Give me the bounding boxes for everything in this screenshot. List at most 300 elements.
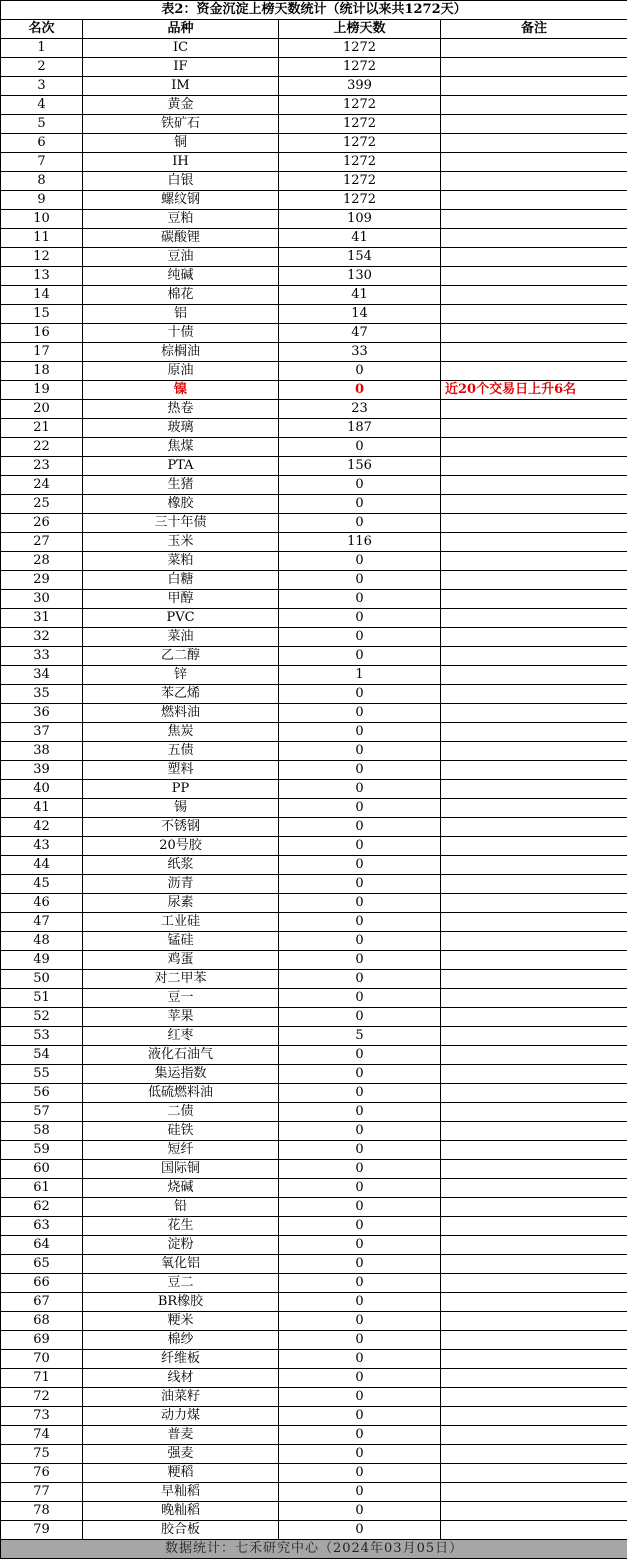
row-name: 棉花	[83, 286, 279, 305]
row-days: 1	[279, 666, 441, 685]
row-name: 苹果	[83, 1008, 279, 1027]
row-note	[441, 533, 627, 552]
row-rank: 5	[1, 115, 83, 134]
table-row	[1, 1483, 627, 1502]
row-note	[441, 1008, 627, 1027]
row-rank: 71	[1, 1369, 83, 1388]
table-row	[1, 96, 627, 115]
row-rank: 70	[1, 1350, 83, 1369]
row-note	[441, 1198, 627, 1217]
row-note	[441, 153, 627, 172]
row-name: 线材	[83, 1369, 279, 1388]
row-name: 氧化铝	[83, 1255, 279, 1274]
row-name: 豆油	[83, 248, 279, 267]
row-rank: 52	[1, 1008, 83, 1027]
table-row	[1, 1274, 627, 1293]
row-days: 0	[279, 1217, 441, 1236]
row-name: 工业硅	[83, 913, 279, 932]
row-name: 锰硅	[83, 932, 279, 951]
row-name: BR橡胶	[83, 1293, 279, 1312]
row-days: 0	[279, 1312, 441, 1331]
table-row	[1, 153, 627, 172]
row-note	[441, 1236, 627, 1255]
row-rank: 74	[1, 1426, 83, 1445]
row-note	[441, 305, 627, 324]
row-name: 十债	[83, 324, 279, 343]
table-row	[1, 1236, 627, 1255]
row-days: 0	[279, 761, 441, 780]
row-days: 0	[279, 1160, 441, 1179]
row-note	[441, 134, 627, 153]
row-name: 碳酸锂	[83, 229, 279, 248]
table-row	[1, 1027, 627, 1046]
row-rank: 1	[1, 39, 83, 58]
row-note	[441, 115, 627, 134]
table-row	[1, 1198, 627, 1217]
row-rank: 73	[1, 1407, 83, 1426]
row-note	[441, 647, 627, 666]
table-row	[1, 1065, 627, 1084]
row-note	[441, 1521, 627, 1540]
row-name: 粳稻	[83, 1464, 279, 1483]
row-rank: 47	[1, 913, 83, 932]
row-note	[441, 609, 627, 628]
row-days: 0	[279, 647, 441, 666]
table-title: 表2：资金沉淀上榜天数统计（统计以来共1272天）	[1, 1, 627, 20]
row-note	[441, 96, 627, 115]
row-rank: 63	[1, 1217, 83, 1236]
table-row	[1, 761, 627, 780]
row-rank: 77	[1, 1483, 83, 1502]
row-note	[441, 210, 627, 229]
row-days: 0	[279, 913, 441, 932]
row-note	[441, 628, 627, 647]
row-note	[441, 172, 627, 191]
row-note	[441, 362, 627, 381]
row-days: 0	[279, 1103, 441, 1122]
row-days: 0	[279, 609, 441, 628]
table-row	[1, 780, 627, 799]
row-note	[441, 571, 627, 590]
table-row	[1, 248, 627, 267]
row-note	[441, 1331, 627, 1350]
row-name: 五债	[83, 742, 279, 761]
table-row	[1, 1369, 627, 1388]
row-days: 0	[279, 1122, 441, 1141]
row-name: 晚籼稻	[83, 1502, 279, 1521]
row-rank: 21	[1, 419, 83, 438]
row-name: 塑料	[83, 761, 279, 780]
row-rank: 16	[1, 324, 83, 343]
row-rank: 22	[1, 438, 83, 457]
row-rank: 55	[1, 1065, 83, 1084]
row-days: 0	[279, 1350, 441, 1369]
row-days: 116	[279, 533, 441, 552]
row-name: 棉纱	[83, 1331, 279, 1350]
row-rank: 75	[1, 1445, 83, 1464]
row-note	[441, 1103, 627, 1122]
table-row	[1, 894, 627, 913]
row-days: 0	[279, 1331, 441, 1350]
row-rank: 60	[1, 1160, 83, 1179]
row-rank: 25	[1, 495, 83, 514]
row-note	[441, 1369, 627, 1388]
table-row	[1, 172, 627, 191]
row-days: 0	[279, 894, 441, 913]
row-name: PVC	[83, 609, 279, 628]
row-note	[441, 286, 627, 305]
table-row	[1, 932, 627, 951]
row-rank: 78	[1, 1502, 83, 1521]
table-row	[1, 666, 627, 685]
row-days: 0	[279, 970, 441, 989]
row-note	[441, 400, 627, 419]
row-name: 铝	[83, 305, 279, 324]
row-name: 焦炭	[83, 723, 279, 742]
row-note	[441, 229, 627, 248]
row-days: 399	[279, 77, 441, 96]
row-note	[441, 419, 627, 438]
row-name: PP	[83, 780, 279, 799]
row-note	[441, 666, 627, 685]
row-rank: 9	[1, 191, 83, 210]
row-note	[441, 818, 627, 837]
row-note	[441, 58, 627, 77]
row-days: 1272	[279, 191, 441, 210]
row-name: IF	[83, 58, 279, 77]
row-note	[441, 951, 627, 970]
row-days: 0	[279, 780, 441, 799]
table-row	[1, 58, 627, 77]
row-name: 尿素	[83, 894, 279, 913]
table-row	[1, 1388, 627, 1407]
row-name: 二债	[83, 1103, 279, 1122]
row-note	[441, 1464, 627, 1483]
row-name: 玻璃	[83, 419, 279, 438]
row-note	[441, 799, 627, 818]
table-row	[1, 1464, 627, 1483]
row-name: 乙二醇	[83, 647, 279, 666]
row-rank: 11	[1, 229, 83, 248]
row-note	[441, 267, 627, 286]
table-row	[1, 343, 627, 362]
table-row	[1, 571, 627, 590]
header-note: 备注	[441, 20, 627, 39]
row-note	[441, 552, 627, 571]
row-name: 早籼稻	[83, 1483, 279, 1502]
row-rank: 57	[1, 1103, 83, 1122]
table-row	[1, 685, 627, 704]
row-rank: 35	[1, 685, 83, 704]
table-row	[1, 1312, 627, 1331]
table-row	[1, 818, 627, 837]
row-note	[441, 856, 627, 875]
row-rank: 72	[1, 1388, 83, 1407]
row-days: 130	[279, 267, 441, 286]
table-row	[1, 989, 627, 1008]
row-name: 铜	[83, 134, 279, 153]
row-rank: 31	[1, 609, 83, 628]
row-rank: 68	[1, 1312, 83, 1331]
table-row	[1, 476, 627, 495]
row-name: 原油	[83, 362, 279, 381]
table-row	[1, 1046, 627, 1065]
row-name: 油菜籽	[83, 1388, 279, 1407]
row-note	[441, 1350, 627, 1369]
table-row	[1, 1141, 627, 1160]
row-name: 不锈钢	[83, 818, 279, 837]
row-name: 纤维板	[83, 1350, 279, 1369]
row-note	[441, 875, 627, 894]
row-days: 14	[279, 305, 441, 324]
row-name: 豆粕	[83, 210, 279, 229]
row-rank: 33	[1, 647, 83, 666]
row-days: 0	[279, 495, 441, 514]
row-rank: 46	[1, 894, 83, 913]
row-note	[441, 1388, 627, 1407]
row-name: 玉米	[83, 533, 279, 552]
row-rank: 79	[1, 1521, 83, 1540]
row-name: 液化石油气	[83, 1046, 279, 1065]
table-row	[1, 362, 627, 381]
row-name: 鸡蛋	[83, 951, 279, 970]
table-row	[1, 210, 627, 229]
table-row	[1, 267, 627, 286]
row-days: 0	[279, 875, 441, 894]
row-days: 0	[279, 1065, 441, 1084]
row-days: 0	[279, 1236, 441, 1255]
row-note	[441, 1274, 627, 1293]
row-note	[441, 1141, 627, 1160]
row-rank: 69	[1, 1331, 83, 1350]
header-name: 品种	[83, 20, 279, 39]
table-row	[1, 1521, 627, 1540]
row-days: 41	[279, 229, 441, 248]
row-rank: 12	[1, 248, 83, 267]
row-rank: 37	[1, 723, 83, 742]
row-days: 187	[279, 419, 441, 438]
row-rank: 3	[1, 77, 83, 96]
row-name: 红枣	[83, 1027, 279, 1046]
row-name: 纸浆	[83, 856, 279, 875]
row-note	[441, 324, 627, 343]
row-days: 0	[279, 1084, 441, 1103]
row-days: 0	[279, 1464, 441, 1483]
table-row	[1, 1293, 627, 1312]
header-rank: 名次	[1, 20, 83, 39]
row-name: 燃料油	[83, 704, 279, 723]
row-rank: 54	[1, 1046, 83, 1065]
row-note	[441, 1255, 627, 1274]
row-days: 5	[279, 1027, 441, 1046]
row-name: 橡胶	[83, 495, 279, 514]
table-row	[1, 1179, 627, 1198]
row-note	[441, 248, 627, 267]
row-days: 0	[279, 476, 441, 495]
row-days: 1272	[279, 39, 441, 58]
row-rank: 38	[1, 742, 83, 761]
row-days: 0	[279, 514, 441, 533]
row-rank: 49	[1, 951, 83, 970]
table-row	[1, 1407, 627, 1426]
row-days: 1272	[279, 58, 441, 77]
row-name: 普麦	[83, 1426, 279, 1445]
table-row	[1, 951, 627, 970]
row-rank: 45	[1, 875, 83, 894]
row-name: 铁矿石	[83, 115, 279, 134]
row-note	[441, 723, 627, 742]
footer-row	[1, 1540, 627, 1559]
row-rank: 50	[1, 970, 83, 989]
table-row	[1, 1445, 627, 1464]
row-name: 黄金	[83, 96, 279, 115]
footer-source: 数据统计：七禾研究中心（2024年03月05日）	[1, 1540, 627, 1559]
row-note	[441, 894, 627, 913]
row-days: 0	[279, 1046, 441, 1065]
row-name: 白糖	[83, 571, 279, 590]
row-note	[441, 685, 627, 704]
row-days: 0	[279, 571, 441, 590]
table-row	[1, 552, 627, 571]
row-name: 集运指数	[83, 1065, 279, 1084]
table-row	[1, 1160, 627, 1179]
row-days: 33	[279, 343, 441, 362]
table-row	[1, 723, 627, 742]
row-rank: 24	[1, 476, 83, 495]
row-name: IH	[83, 153, 279, 172]
row-name: 强麦	[83, 1445, 279, 1464]
row-days: 0	[279, 818, 441, 837]
table-row	[1, 1255, 627, 1274]
row-rank: 43	[1, 837, 83, 856]
row-rank: 40	[1, 780, 83, 799]
row-name: 对二甲苯	[83, 970, 279, 989]
row-name: 热卷	[83, 400, 279, 419]
table-row	[1, 647, 627, 666]
row-days: 0	[279, 989, 441, 1008]
row-note	[441, 970, 627, 989]
row-rank: 23	[1, 457, 83, 476]
row-days: 1272	[279, 153, 441, 172]
row-note	[441, 1483, 627, 1502]
table-row	[1, 495, 627, 514]
table-row	[1, 1502, 627, 1521]
row-days: 0	[279, 552, 441, 571]
row-days: 0	[279, 951, 441, 970]
table-row	[1, 419, 627, 438]
table-row	[1, 1103, 627, 1122]
row-note	[441, 1312, 627, 1331]
row-note	[441, 1293, 627, 1312]
row-name: 豆二	[83, 1274, 279, 1293]
row-rank: 48	[1, 932, 83, 951]
row-days: 1272	[279, 115, 441, 134]
row-days: 0	[279, 932, 441, 951]
row-rank: 13	[1, 267, 83, 286]
row-days: 0	[279, 1388, 441, 1407]
table-row	[1, 590, 627, 609]
table-row	[1, 837, 627, 856]
row-note	[441, 1426, 627, 1445]
row-name: 花生	[83, 1217, 279, 1236]
row-rank: 29	[1, 571, 83, 590]
header-days: 上榜天数	[279, 20, 441, 39]
row-note	[441, 780, 627, 799]
row-days: 0	[279, 1426, 441, 1445]
row-note	[441, 761, 627, 780]
row-name: 菜粕	[83, 552, 279, 571]
row-days: 0	[279, 362, 441, 381]
row-note	[441, 590, 627, 609]
row-rank: 2	[1, 58, 83, 77]
row-rank: 64	[1, 1236, 83, 1255]
table-row	[1, 1426, 627, 1445]
row-rank: 42	[1, 818, 83, 837]
row-rank: 26	[1, 514, 83, 533]
row-days: 0	[279, 1293, 441, 1312]
row-note	[441, 1179, 627, 1198]
row-note	[441, 343, 627, 362]
row-rank: 14	[1, 286, 83, 305]
row-rank: 8	[1, 172, 83, 191]
row-rank: 6	[1, 134, 83, 153]
row-name: 铅	[83, 1198, 279, 1217]
row-days: 0	[279, 1502, 441, 1521]
row-name: 淀粉	[83, 1236, 279, 1255]
row-note	[441, 39, 627, 58]
table-row	[1, 115, 627, 134]
row-days: 0	[279, 799, 441, 818]
row-note	[441, 932, 627, 951]
table-row	[1, 305, 627, 324]
table-row	[1, 799, 627, 818]
table-row	[1, 875, 627, 894]
row-rank: 58	[1, 1122, 83, 1141]
row-note	[441, 77, 627, 96]
row-days: 0	[279, 1369, 441, 1388]
table-row	[1, 381, 627, 400]
row-name: 胶合板	[83, 1521, 279, 1540]
row-note	[441, 1065, 627, 1084]
row-days: 0	[279, 381, 441, 400]
row-name: 锌	[83, 666, 279, 685]
row-rank: 19	[1, 381, 83, 400]
table-row	[1, 191, 627, 210]
row-days: 23	[279, 400, 441, 419]
row-rank: 18	[1, 362, 83, 381]
row-days: 0	[279, 685, 441, 704]
row-rank: 34	[1, 666, 83, 685]
row-days: 0	[279, 1483, 441, 1502]
row-rank: 53	[1, 1027, 83, 1046]
row-name: 低硫燃料油	[83, 1084, 279, 1103]
row-rank: 30	[1, 590, 83, 609]
row-days: 0	[279, 1445, 441, 1464]
row-note	[441, 495, 627, 514]
row-days: 0	[279, 1198, 441, 1217]
row-days: 47	[279, 324, 441, 343]
row-days: 0	[279, 1274, 441, 1293]
row-rank: 39	[1, 761, 83, 780]
row-rank: 4	[1, 96, 83, 115]
row-name: 白银	[83, 172, 279, 191]
row-rank: 44	[1, 856, 83, 875]
row-days: 1272	[279, 172, 441, 191]
row-rank: 20	[1, 400, 83, 419]
row-days: 0	[279, 1255, 441, 1274]
row-name: 豆一	[83, 989, 279, 1008]
row-name: 硅铁	[83, 1122, 279, 1141]
